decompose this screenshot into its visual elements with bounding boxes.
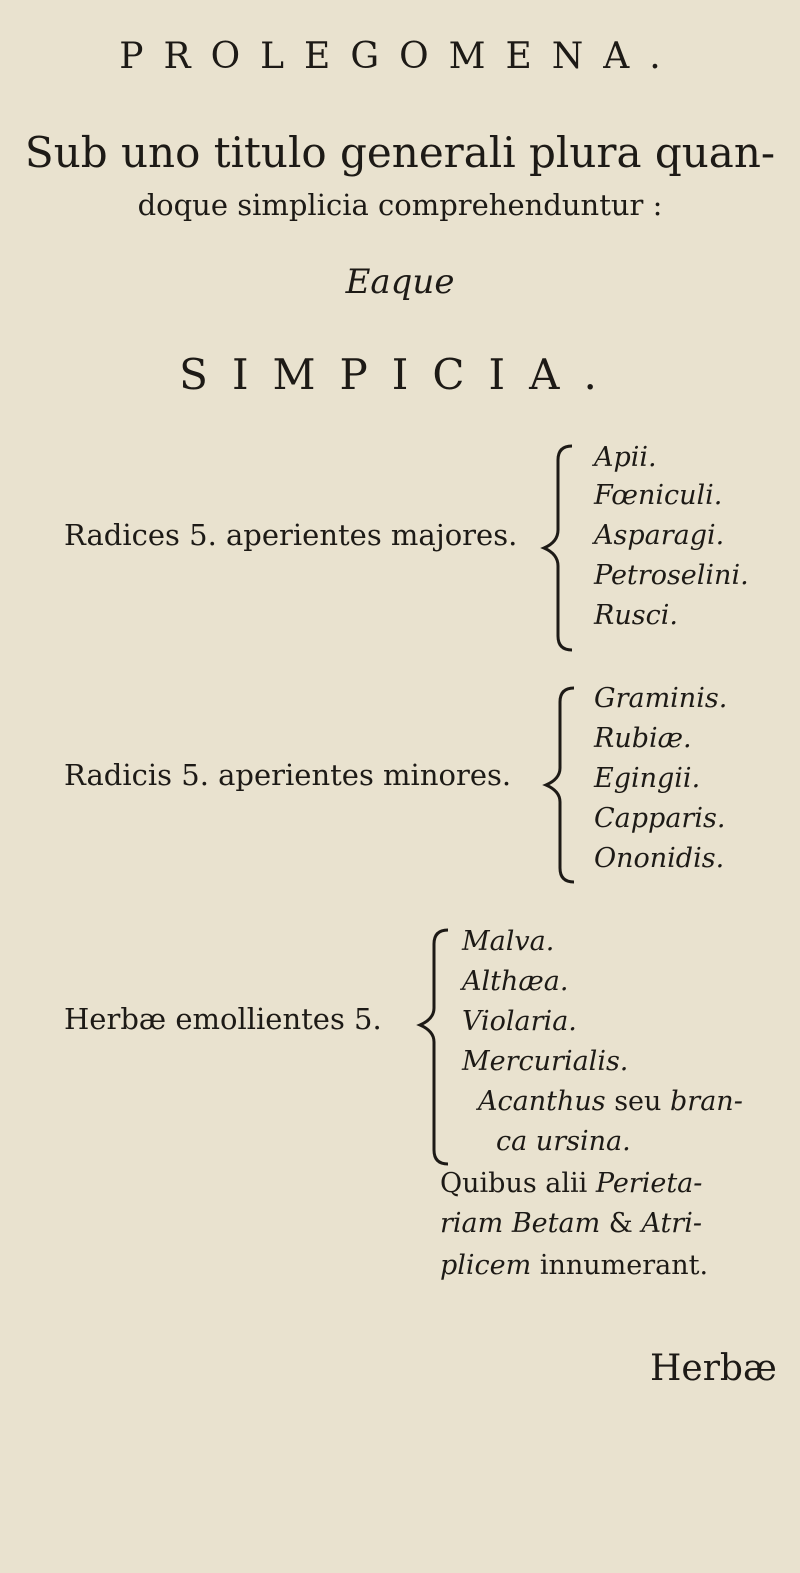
list-item: Apii. — [594, 442, 657, 473]
list-item: Petroselini. — [594, 560, 749, 591]
brace-icon — [540, 680, 590, 890]
intro-line-1: Sub uno titulo generali plura quan- — [24, 128, 776, 177]
list-item: Rusci. — [594, 600, 678, 631]
note-text: Atri- — [641, 1208, 702, 1239]
list-item: Asparagi. — [594, 520, 725, 551]
group-label-radicis-minores: Radicis 5. aperientes minores. — [64, 758, 512, 792]
list-item: Ononidis. — [594, 843, 725, 874]
item-text: Acanthus — [478, 1086, 606, 1117]
list-item: ca ursina. — [496, 1126, 631, 1157]
section-heading: SIMPICIA. — [179, 350, 621, 399]
subheading: Eaque — [345, 262, 455, 302]
group-label-radices-majores: Radices 5. aperientes majores. — [64, 518, 518, 552]
intro-line-2: doque simplicia comprehenduntur : — [137, 188, 663, 222]
list-item: Violaria. — [462, 1006, 577, 1037]
list-item: Capparis. — [594, 803, 726, 834]
list-item: Fœniculi. — [594, 480, 723, 511]
note-text: plicem — [440, 1250, 532, 1281]
list-item: Graminis. — [594, 683, 728, 714]
note-line-2 — [440, 1208, 702, 1239]
catchword: Herbæ — [650, 1348, 777, 1389]
group-label-herbae-emollientes: Herbæ emollientes 5. — [64, 1002, 382, 1036]
list-item: Mercurialis. — [462, 1046, 629, 1077]
running-header: PROLEGOMENA. — [119, 36, 681, 77]
list-item: Malva. — [462, 926, 555, 957]
list-item: Egingii. — [594, 763, 701, 794]
note-line-1 — [440, 1168, 702, 1199]
item-text: bran- — [670, 1086, 743, 1117]
brace-icon — [538, 438, 588, 658]
list-item: Althæa. — [462, 966, 569, 997]
item-text: seu — [614, 1086, 662, 1117]
list-item — [478, 1086, 743, 1117]
note-text: Perieta- — [595, 1168, 703, 1199]
note-text: & — [608, 1208, 633, 1239]
brace-icon — [414, 922, 464, 1172]
list-item: Rubiæ. — [594, 723, 692, 754]
note-text: innumerant. — [539, 1250, 709, 1281]
note-text: Quibus alii — [440, 1168, 588, 1199]
note-line-3 — [440, 1250, 708, 1281]
note-text: riam Betam — [440, 1208, 601, 1239]
